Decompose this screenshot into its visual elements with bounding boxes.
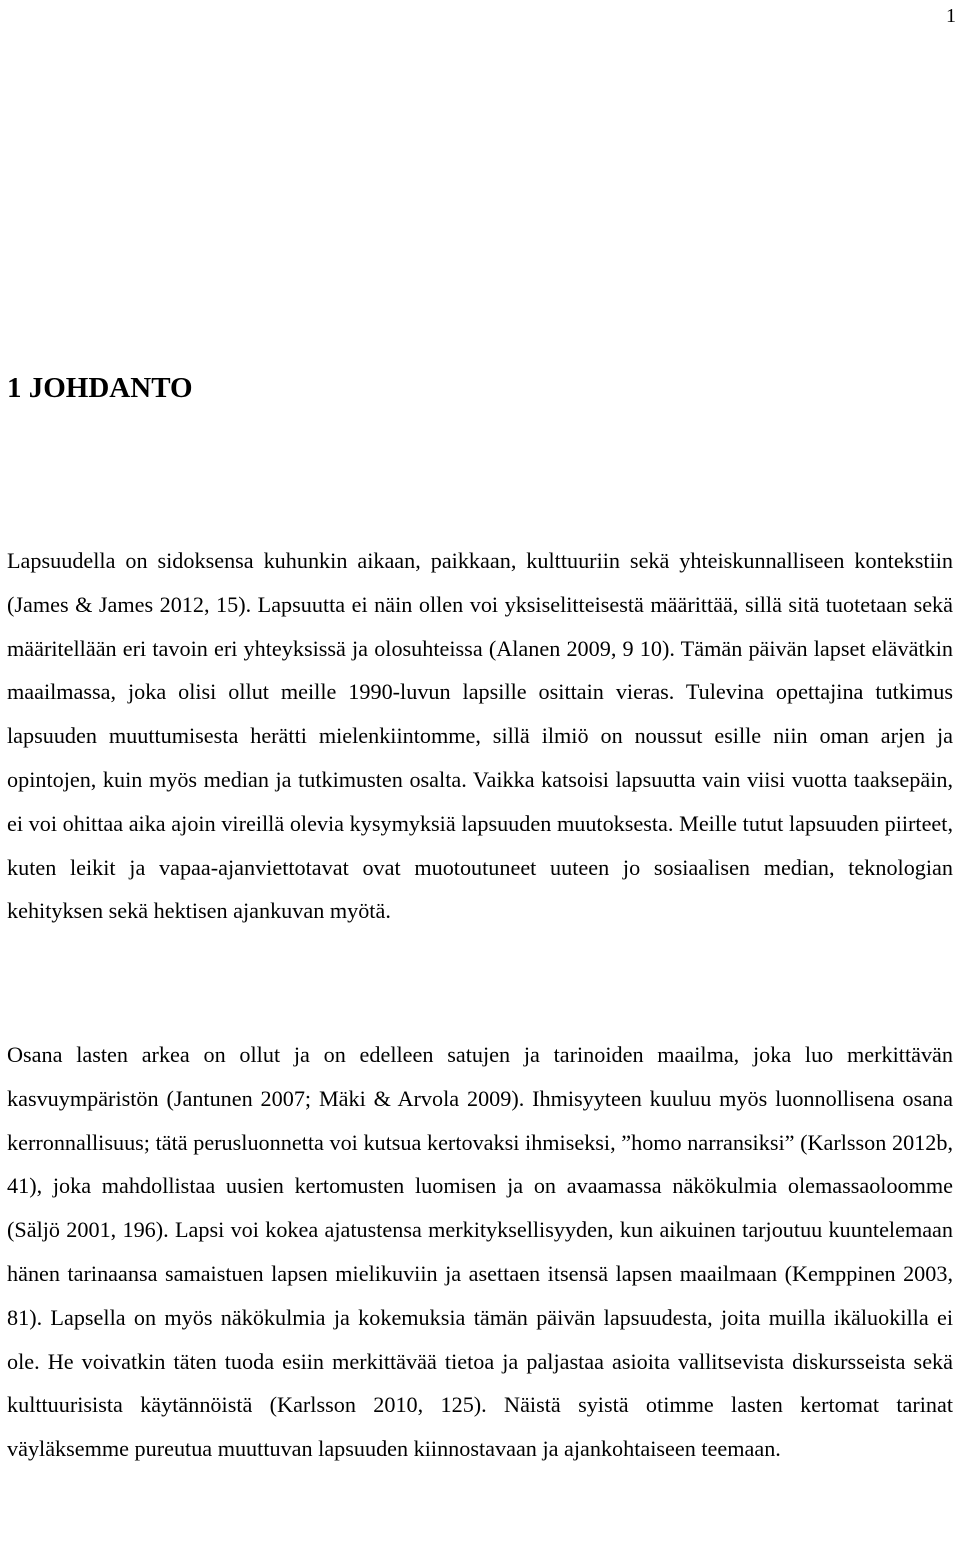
section-heading: 1 JOHDANTO	[7, 372, 193, 404]
body-paragraph: Lapsuudella on sidoksensa kuhunkin aikaan, paikkaan, kulttuuriin sekä yhteiskunnalliseen kontekstiin (James & James 2012, 15). Lapsuutta ei näin ollen voi yksiselitteisestä määrittää, sillä sitä tuotetaan sekä määritellään eri tavoin eri yhteyksissä ja olosuhteissa (Alanen 2009, 9 10). Tämän päivän lapset elävätkin maailmassa, joka olisi ollut meille 1990-luvun lapsille osittain vieras. Tulevina opettajina tutkimus lapsuuden muuttumisesta herätti mielenkiintomme, sillä ilmiö on noussut esille niin oman arjen ja opintojen, kuin myös median ja tutkimusten osalta. Vaikka katsoisi lapsuutta vain viisi vuotta taaksepäin, ei voi ohittaa aika ajoin vireillä olevia kysymyksiä lapsuuden muutoksesta. Meille tutut lapsuuden piirteet, kuten leikit ja vapaa-ajanviettotavat ovat muotoutuneet uuteen jo sosiaalisen median, teknologian kehityksen sekä hektisen ajankuvan myötä.	[7, 548, 953, 924]
page-number: 1	[946, 5, 956, 27]
body-paragraph: Osana lasten arkea on ollut ja on edelleen satujen ja tarinoiden maailma, joka luo merkittävän kasvuympäristön (Jantunen 2007; Mäki & Arvola 2009). Ihmisyyteen kuuluu myös luonnollisena osana kerronnallisuus; tätä perusluonnetta voi kutsua kertovaksi ihmiseksi, ”homo narransiksi” (Karlsson 2012b, 41), joka mahdollistaa uusien kertomusten luomisen ja on avaamassa näkökulmia olemassaoloomme (Säljö 2001, 196). Lapsi voi kokea ajatustensa merkityksellisyyden, kun aikuinen tarjoutuu kuuntelemaan hänen tarinaansa samaistuen lapsen mielikuviin ja asettaen itsensä lapsen maailmaan (Kemppinen 2003, 81). Lapsella on myös näkökulmia ja kokemuksia tämän päivän lapsuudesta, joita muilla ikäluokilla ei ole. He voivatkin täten tuoda esiin merkittävää tietoa ja paljastaa asioita vallitsevista diskursseista sekä kulttuurisista käytännöistä (Karlsson 2010, 125). Näistä syistä otimme lasten kertomat tarinat väyläksemme pureutua muuttuvan lapsuuden kiinnostavaan ja ajankohtaiseen teemaan.	[7, 1042, 953, 1462]
